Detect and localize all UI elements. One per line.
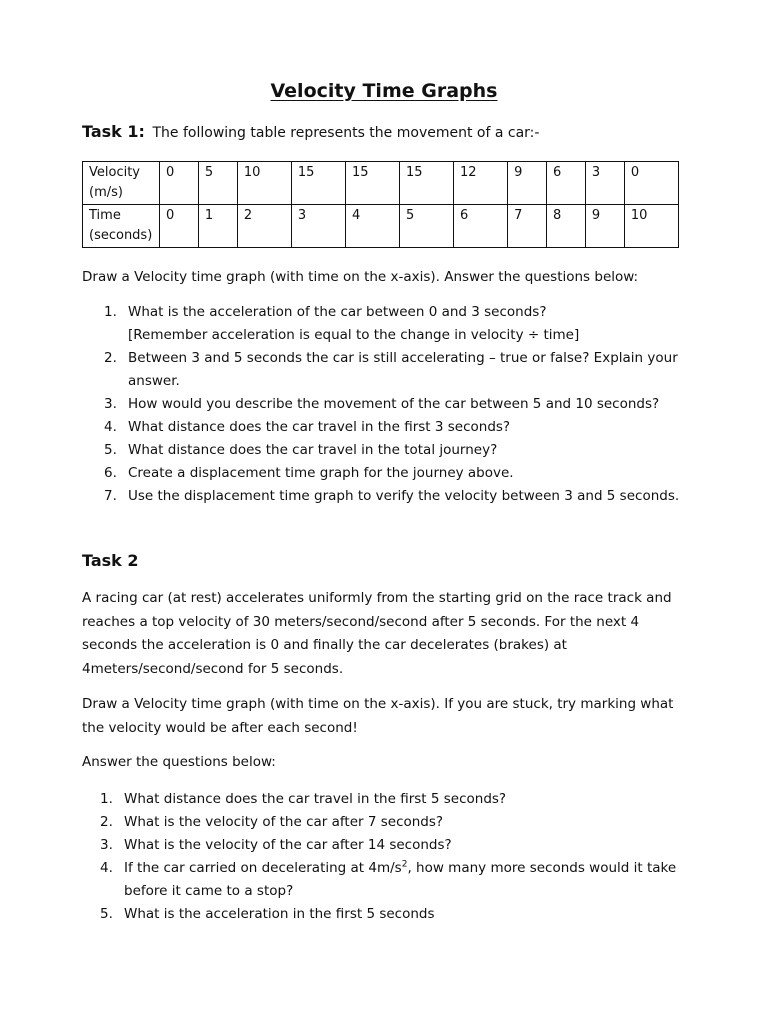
task2-instruction: Draw a Velocity time graph (with time on the x-axis). If you are stuck, try marking what the velocity would be after each second! [82, 696, 674, 736]
list-item [100, 857, 685, 903]
task1-question-list [104, 301, 689, 508]
table-cell: 15 [291, 162, 345, 205]
list-item [100, 903, 685, 926]
table-cell: 5 [198, 162, 237, 205]
list-item [104, 393, 689, 416]
question-text: Between 3 and 5 seconds the car is still accelerating – true or false? Explain your answer. [128, 350, 678, 389]
list-number: 2. [100, 814, 113, 830]
table-cell: 8 [547, 205, 586, 248]
list-item [104, 416, 689, 439]
list-number: 4. [100, 860, 113, 876]
table-row-header: Velocity (m/s) [83, 162, 160, 205]
table-cell: 6 [547, 162, 586, 205]
table-cell: 7 [508, 205, 547, 248]
list-number: 7. [104, 488, 117, 504]
table-cell: 3 [585, 162, 624, 205]
table-cell: 0 [160, 162, 199, 205]
table-cell: 6 [454, 205, 508, 248]
table-cell: 0 [160, 205, 199, 248]
table-cell: 1 [198, 205, 237, 248]
question-note: [Remember acceleration is equal to the change in velocity ÷ time] [128, 327, 580, 343]
velocity-time-table [82, 161, 679, 248]
table-cell: 9 [585, 205, 624, 248]
table-cell: 2 [237, 205, 291, 248]
table-cell: 3 [291, 205, 345, 248]
question-text: What distance does the car travel in the total journey? [128, 442, 498, 458]
question-text-start: If the car carried on decelerating at 4m/s [124, 860, 402, 876]
list-number: 5. [104, 442, 117, 458]
list-item [100, 834, 685, 857]
task2-answer-prompt: Answer the questions below: [82, 754, 276, 770]
table-cell: 5 [399, 205, 453, 248]
question-text: What is the velocity of the car after 14 seconds? [124, 837, 452, 853]
question-text: How would you describe the movement of the car between 5 and 10 seconds? [128, 396, 660, 412]
question-text: What is the acceleration of the car between 0 and 3 seconds? [128, 304, 547, 320]
table-cell: 10 [624, 205, 678, 248]
list-number: 6. [104, 465, 117, 481]
list-number: 3. [100, 837, 113, 853]
list-number: 4. [104, 419, 117, 435]
table-row-velocity [83, 162, 679, 205]
task2-scenario: A racing car (at rest) accelerates uniformly from the starting grid on the race track and reaches a top velocity of 30 meters/second/second after 5 seconds. For the next 4 seconds the acceleration is 0 and finally the car decelerates (brakes) at 4meters/second/second for 5 seconds. [82, 590, 672, 677]
table-row-time [83, 205, 679, 248]
task2-question-list [100, 788, 685, 926]
table-cell: 4 [345, 205, 399, 248]
question-text: Use the displacement time graph to verify the velocity between 3 and 5 seconds. [128, 488, 680, 504]
task2-heading: Task 2 [82, 551, 139, 570]
question-text: Create a displacement time graph for the journey above. [128, 465, 514, 481]
page-title: Velocity Time Graphs [270, 80, 498, 102]
list-item [104, 462, 689, 485]
table-cell: 0 [624, 162, 678, 205]
table-cell: 9 [508, 162, 547, 205]
list-number: 2. [104, 350, 117, 366]
list-number: 1. [104, 304, 117, 320]
table-row-header: Time (seconds) [83, 205, 160, 248]
table-cell: 15 [345, 162, 399, 205]
task1-heading [82, 122, 539, 141]
table-cell: 15 [399, 162, 453, 205]
question-text: What is the acceleration in the first 5 seconds [124, 906, 435, 922]
table-cell: 12 [454, 162, 508, 205]
table-cell: 10 [237, 162, 291, 205]
list-item [104, 347, 689, 393]
list-item [104, 301, 689, 347]
task1-instruction: Draw a Velocity time graph (with time on the x-axis). Answer the questions below: [82, 269, 639, 285]
question-text: What distance does the car travel in the first 5 seconds? [124, 791, 507, 807]
question-text-end: , how many more seconds would it take before it came to a stop? [124, 860, 677, 899]
task1-label: Task 1: [82, 122, 145, 141]
list-item [104, 439, 689, 462]
list-number: 1. [100, 791, 113, 807]
list-item [100, 788, 685, 811]
question-text: What is the velocity of the car after 7 seconds? [124, 814, 444, 830]
task1-intro: The following table represents the movement of a car:- [152, 125, 540, 141]
list-item [104, 485, 689, 508]
list-number: 3. [104, 396, 117, 412]
superscript: 2 [401, 859, 408, 870]
list-item [100, 811, 685, 834]
question-text: What distance does the car travel in the first 3 seconds? [128, 419, 511, 435]
list-number: 5. [100, 906, 113, 922]
